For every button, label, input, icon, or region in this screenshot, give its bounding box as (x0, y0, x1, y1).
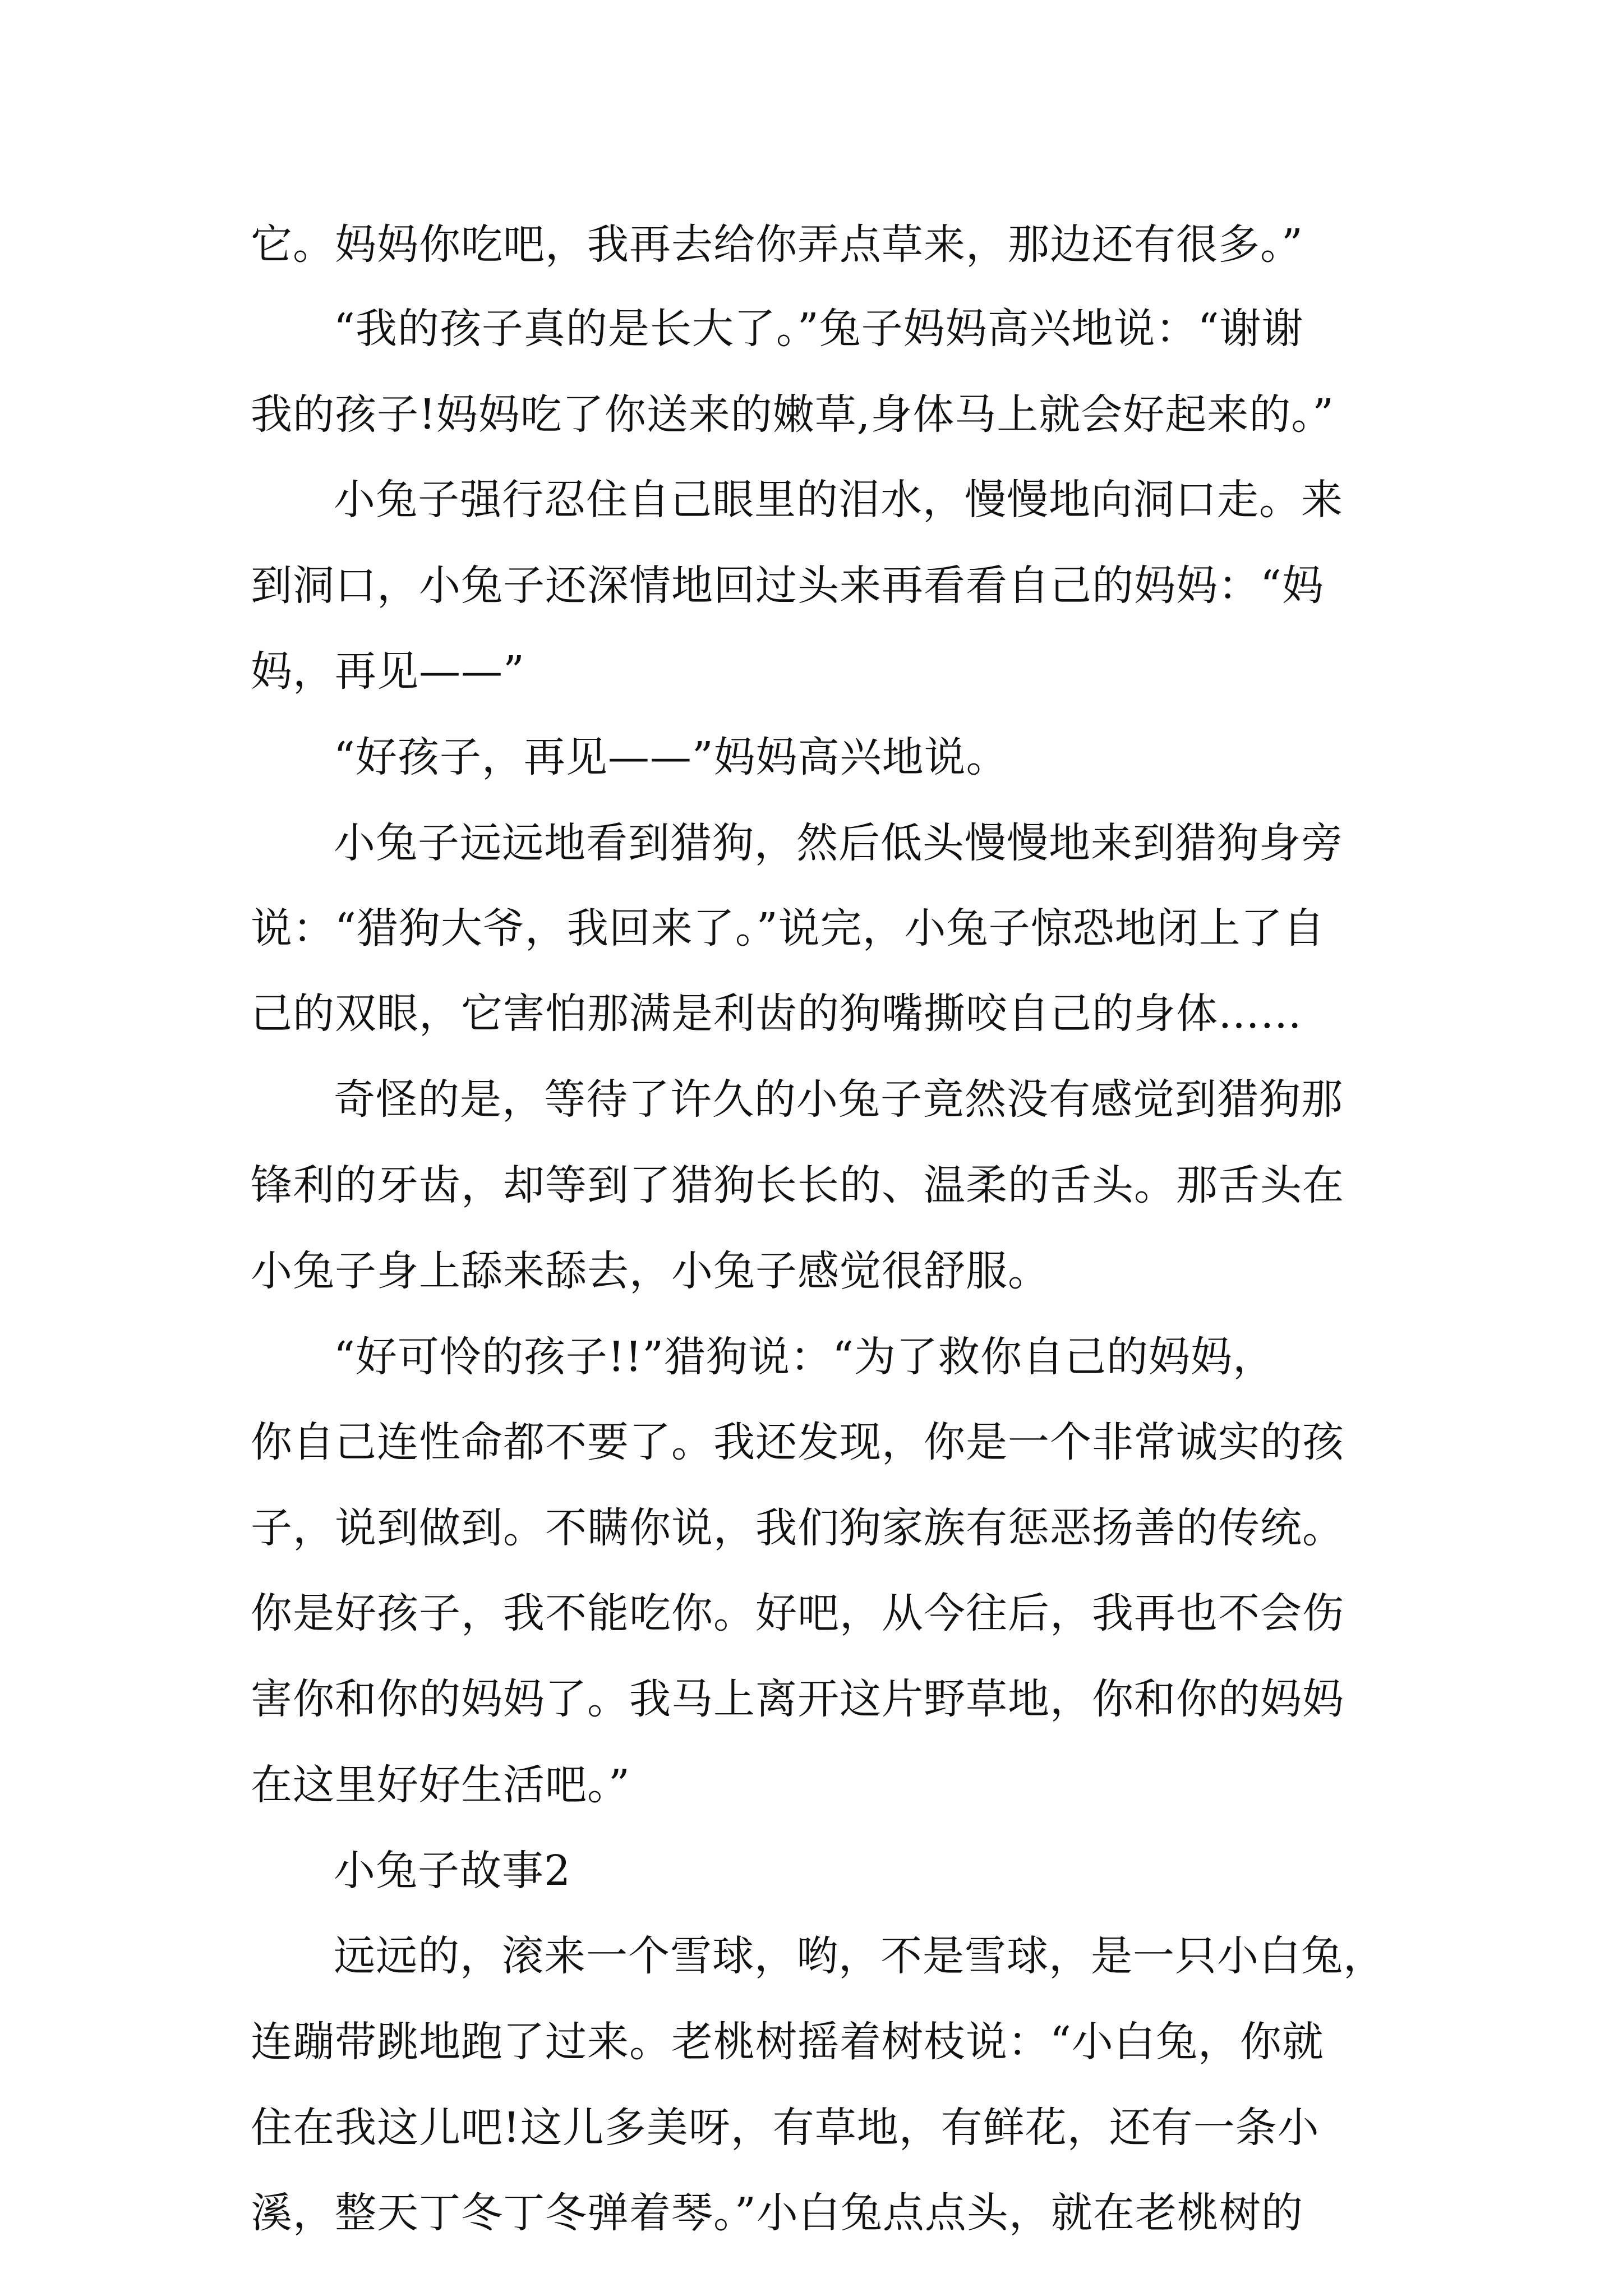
text-line: 奇怪的是，等待了许久的小兔子竟然没有感觉到猎狗那 (334, 1075, 1343, 1124)
text-line: 子，说到做到。不瞒你说，我们狗家族有惩恶扬善的传统。 (251, 1504, 1344, 1552)
text-line: 你自己连性命都不要了。我还发现，你是一个非常诚实的孩 (251, 1418, 1344, 1466)
text-line: 小兔子远远地看到猎狗，然后低头慢慢地来到猎狗身旁 (334, 819, 1343, 867)
text-line: 住在我这儿吧!这儿多美呀，有草地，有鲜花，还有一条小 (251, 2104, 1320, 2152)
text-line: “好孩子，再见——”妈妈高兴地说。 (334, 733, 1008, 781)
text-line: “我的孩子真的是长大了。”兔子妈妈高兴地说：“谢谢 (334, 305, 1304, 353)
text-line: 小兔子强行忍住自己眼里的泪水，慢慢地向洞口走。来 (334, 476, 1343, 524)
section-heading: 小兔子故事2 (334, 1847, 571, 1895)
text-line: 溪，整天丁冬丁冬弹着琴。”小白兔点点头，就在老桃树的 (251, 2189, 1303, 2237)
text-line: 说：“猎狗大爷，我回来了。”说完，小兔子惊恐地闭上了自 (251, 904, 1325, 953)
text-line: 小兔子身上舔来舔去，小兔子感觉很舒服。 (251, 1247, 1050, 1295)
text-line: 它。妈妈你吃吧，我再去给你弄点草来，那边还有很多。” (251, 220, 1303, 269)
text-line: 锋利的牙齿，却等到了猎狗长长的、温柔的舌头。那舌头在 (251, 1161, 1344, 1209)
text-line: 害你和你的妈妈了。我马上离开这片野草地，你和你的妈妈 (251, 1675, 1344, 1723)
text-line: 连蹦带跳地跑了过来。老桃树摇着树枝说：“小白兔，你就 (251, 2018, 1324, 2066)
text-line: 到洞口，小兔子还深情地回过头来再看看自己的妈妈：“妈 (251, 562, 1324, 610)
text-line: 远远的，滚来一个雪球，哟，不是雪球，是一只小白兔， (334, 1932, 1385, 1980)
text-line: 妈，再见——” (251, 647, 525, 696)
text-line: 你是好孩子，我不能吃你。好吧，从今往后，我再也不会伤 (251, 1589, 1344, 1637)
text-line: 在这里好好生活吧。” (251, 1761, 630, 1809)
text-line: 己的双眼，它害怕那满是利齿的狗嘴撕咬自己的身体…… (251, 990, 1302, 1038)
text-line: 我的孩子!妈妈吃了你送来的嫩草,身体马上就会好起来的。” (251, 390, 1335, 439)
text-line: “好可怜的孩子!!”猎狗说：“为了救你自己的妈妈， (334, 1333, 1275, 1381)
